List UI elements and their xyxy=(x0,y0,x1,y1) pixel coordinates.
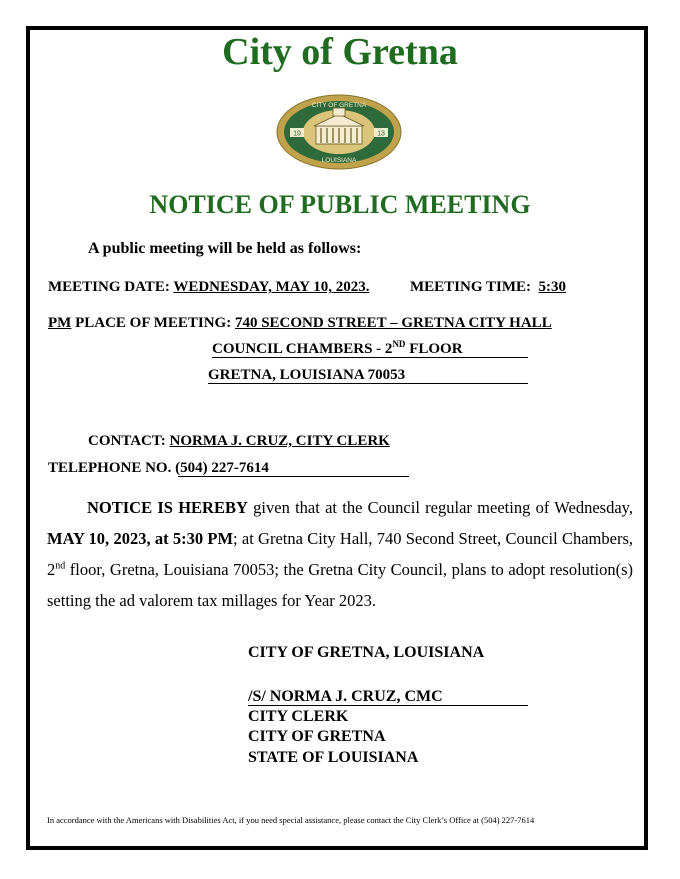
city-seal-logo xyxy=(276,94,402,170)
meeting-place-label: PLACE OF MEETING: xyxy=(75,315,232,331)
telephone-underline xyxy=(178,476,409,477)
intro-text: A public meeting will be held as follows: xyxy=(88,240,362,257)
signature-title3: STATE OF LOUISIANA xyxy=(248,749,419,766)
meeting-date-value: WEDNESDAY, MAY 10, 2023. xyxy=(173,279,370,295)
seal-bottom-text: LOUISIANA xyxy=(321,157,357,164)
meeting-time-value-a: 5:30 xyxy=(538,279,566,295)
meeting-place-line2 xyxy=(212,341,463,358)
seal-year-left: 19 xyxy=(293,130,301,138)
meeting-place-line2-b: FLOOR xyxy=(405,341,463,357)
meeting-place-line2-a: COUNCIL CHAMBERS - 2 xyxy=(212,341,393,357)
contact-line xyxy=(88,433,390,450)
telephone-label: TELEPHONE NO. xyxy=(48,460,172,476)
contact-label: CONTACT: xyxy=(88,433,166,449)
body-sup: nd xyxy=(55,560,66,572)
meeting-place-line xyxy=(48,315,552,332)
meeting-place-line1: 740 SECOND STREET – GRETNA CITY HALL xyxy=(234,315,552,331)
signature-title1: CITY CLERK xyxy=(248,708,349,725)
place-line2-underline xyxy=(212,357,528,358)
signature-org: CITY OF GRETNA, LOUISIANA xyxy=(248,644,485,661)
telephone-line xyxy=(48,460,269,477)
meeting-place-line2-sup: ND xyxy=(392,339,406,349)
contact-value: NORMA J. CRUZ, CITY CLERK xyxy=(169,433,390,449)
notice-heading: NOTICE OF PUBLIC MEETING xyxy=(149,190,531,219)
body-text-1: given that at the Council regular meeting of Wednesday, xyxy=(247,498,633,517)
meeting-date-line xyxy=(48,279,369,296)
notice-body-paragraph xyxy=(47,492,633,616)
signature-underline xyxy=(248,705,528,706)
meeting-time-value-b: PM xyxy=(48,315,72,331)
seal-year-right: 13 xyxy=(377,130,385,138)
signature-signed: /S/ NORMA J. CRUZ, CMC xyxy=(248,688,443,705)
meeting-time-line xyxy=(410,279,566,296)
meeting-place-line3: GRETNA, LOUISIANA 70053 xyxy=(208,367,406,383)
meeting-time-label: MEETING TIME: xyxy=(410,279,531,295)
seal-top-text: CITY OF GRETNA xyxy=(311,102,367,109)
signature-title2: CITY OF GRETNA xyxy=(248,728,386,745)
body-lead: NOTICE IS HEREBY xyxy=(87,498,248,517)
body-text-2: ; at Gretna City Hall, 740 Second Street, Council Chambers, 2 xyxy=(47,529,633,579)
telephone-value: (504) 227-7614 xyxy=(175,460,269,476)
body-bold-date: MAY 10, 2023, at 5:30 PM xyxy=(47,529,234,548)
body-text-3: floor, Gretna, Louisiana 70053; the Gretna City Council, plans to adopt resolution(s) setting the ad valorem tax millages for Year 2023. xyxy=(47,560,633,610)
meeting-date-label: MEETING DATE: xyxy=(48,279,170,295)
place-line3-underline xyxy=(208,383,528,384)
ada-footer-note: In accordance with the Americans with Disabilities Act, if you need special assistance, please contact the City Clerk’s Office at (504) 227-7614 xyxy=(47,815,535,825)
page-title: City of Gretna xyxy=(222,31,458,73)
